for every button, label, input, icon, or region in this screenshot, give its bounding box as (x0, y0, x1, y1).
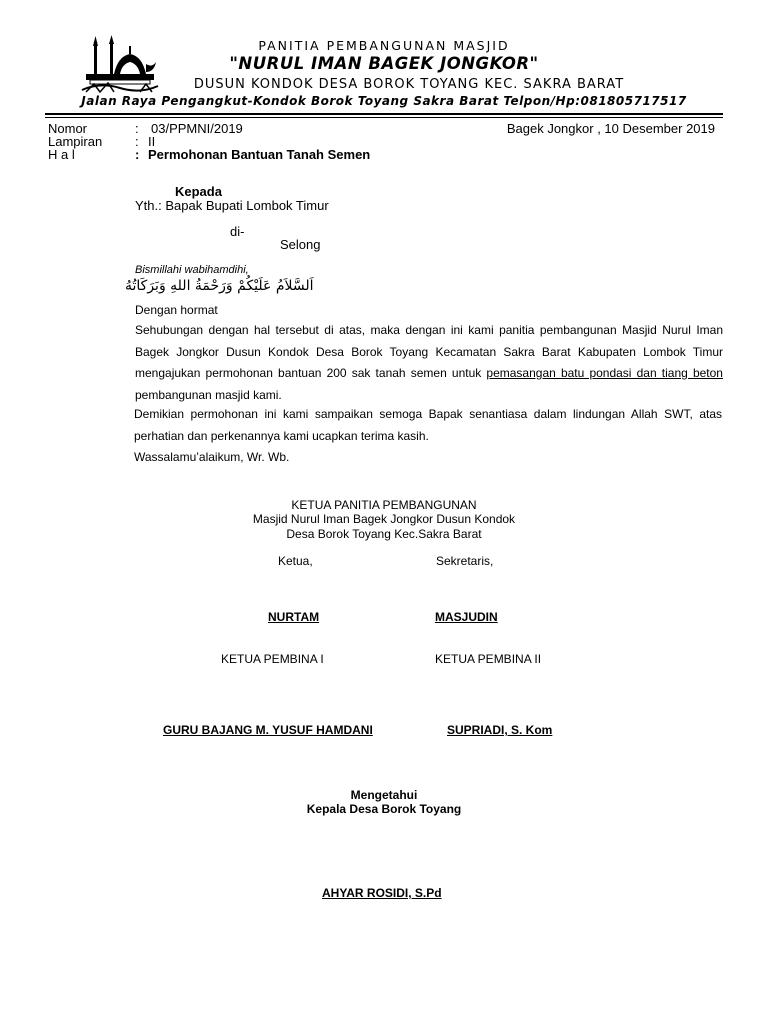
paragraph-request (135, 320, 723, 406)
sekretaris-name: MASJUDIN (435, 610, 498, 624)
letter-date: Bagek Jongkor , 10 Desember 2019 (506, 121, 715, 136)
letterhead-location: DUSUN KONDOK DESA BOROK TOYANG KEC. SAKRA BARAT (193, 77, 625, 92)
pembina2-name: SUPRIADI, S. Kom (447, 723, 553, 737)
letterhead-address: Jalan Raya Pengangkut-Kondok Borok Toyang Sakra Barat Telpon/Hp:081805717517 (81, 94, 687, 108)
sekretaris-label: Sekretaris, (436, 554, 494, 568)
hal-value: Permohonan Bantuan Tanah Semen (148, 147, 371, 162)
nomor-value: 03/PPMNI/2019 (151, 121, 243, 136)
paragraph-closing: Demikian permohonan ini kami sampaikan semoga Bapak senantiasa dalam lindungan Allah SWT, atas perhatian dan perkenannya kami ucapkan terima kasih. (134, 407, 722, 443)
letterhead-committee: PANITIA PEMBANGUNAN MASJID (258, 38, 510, 53)
letterhead-mosque-name: "NURUL IMAN BAGEK JONGKOR" (229, 54, 539, 73)
di-label: di- (230, 224, 245, 239)
ketua-name: NURTAM (268, 610, 320, 624)
hal-label: H a l (48, 147, 75, 162)
committee-title: KETUA PANITIA PEMBANGUNAN (291, 498, 477, 512)
nomor-label: Nomor (48, 121, 88, 136)
committee-line2: Masjid Nurul Iman Bagek Jongkor Dusun Kondok (252, 512, 516, 526)
nomor-colon: : (135, 121, 139, 136)
hal-colon: : (135, 147, 140, 162)
letterhead-divider-thin (45, 117, 723, 118)
wassalam: Wassalamu’alaikum, Wr. Wb. (134, 450, 290, 464)
committee-line3: Desa Borok Toyang Kec.Sakra Barat (286, 527, 482, 541)
paragraph-request-underlined: pemasangan batu pondasi dan tiang beton (486, 366, 723, 380)
greeting: Dengan hormat (135, 303, 218, 317)
pembina1-name: GURU BAJANG M. YUSUF HAMDANI (163, 723, 373, 737)
lampiran-label: Lampiran (48, 134, 103, 149)
lampiran-colon: : (135, 134, 139, 149)
recipient-city: Selong (280, 237, 321, 252)
paragraph-request-end: pembangunan masjid kami. (135, 387, 282, 402)
ketua-label: Ketua, (278, 554, 313, 568)
pembina1-label: KETUA PEMBINA I (221, 652, 324, 666)
recipient: Yth.: Bapak Bupati Lombok Timur (135, 198, 329, 213)
bismillah: Bismillahi wabihamdihi, (135, 264, 249, 276)
mengetahui: Mengetahui (350, 788, 418, 802)
pembina2-label: KETUA PEMBINA II (435, 652, 542, 666)
kepada-label: Kepada (175, 184, 222, 199)
letterhead-divider-thick (45, 113, 723, 115)
kades-name: AHYAR ROSIDI, S.Pd (322, 886, 442, 900)
lampiran-value: II (148, 134, 156, 149)
salam-arabic: اَلسَّلاَمُ عَلَيْكُمْ وَرَحْمَةُ اللهِ وَبَرَكَاتُهُ (125, 278, 314, 294)
paragraph-request-text: Sehubungan dengan hal tersebut di atas, maka dengan ini kami panitia pembangunan Masjid Nurul Iman Bagek Jongkor Dusun Kondok Desa Borok Toyang Kecamatan Sakra Barat Kabupaten Lombok Timur mengajukan permohonan bantuan 200 sak tanah semen untuk (135, 323, 723, 380)
kades-title: Kepala Desa Borok Toyang (306, 802, 462, 816)
